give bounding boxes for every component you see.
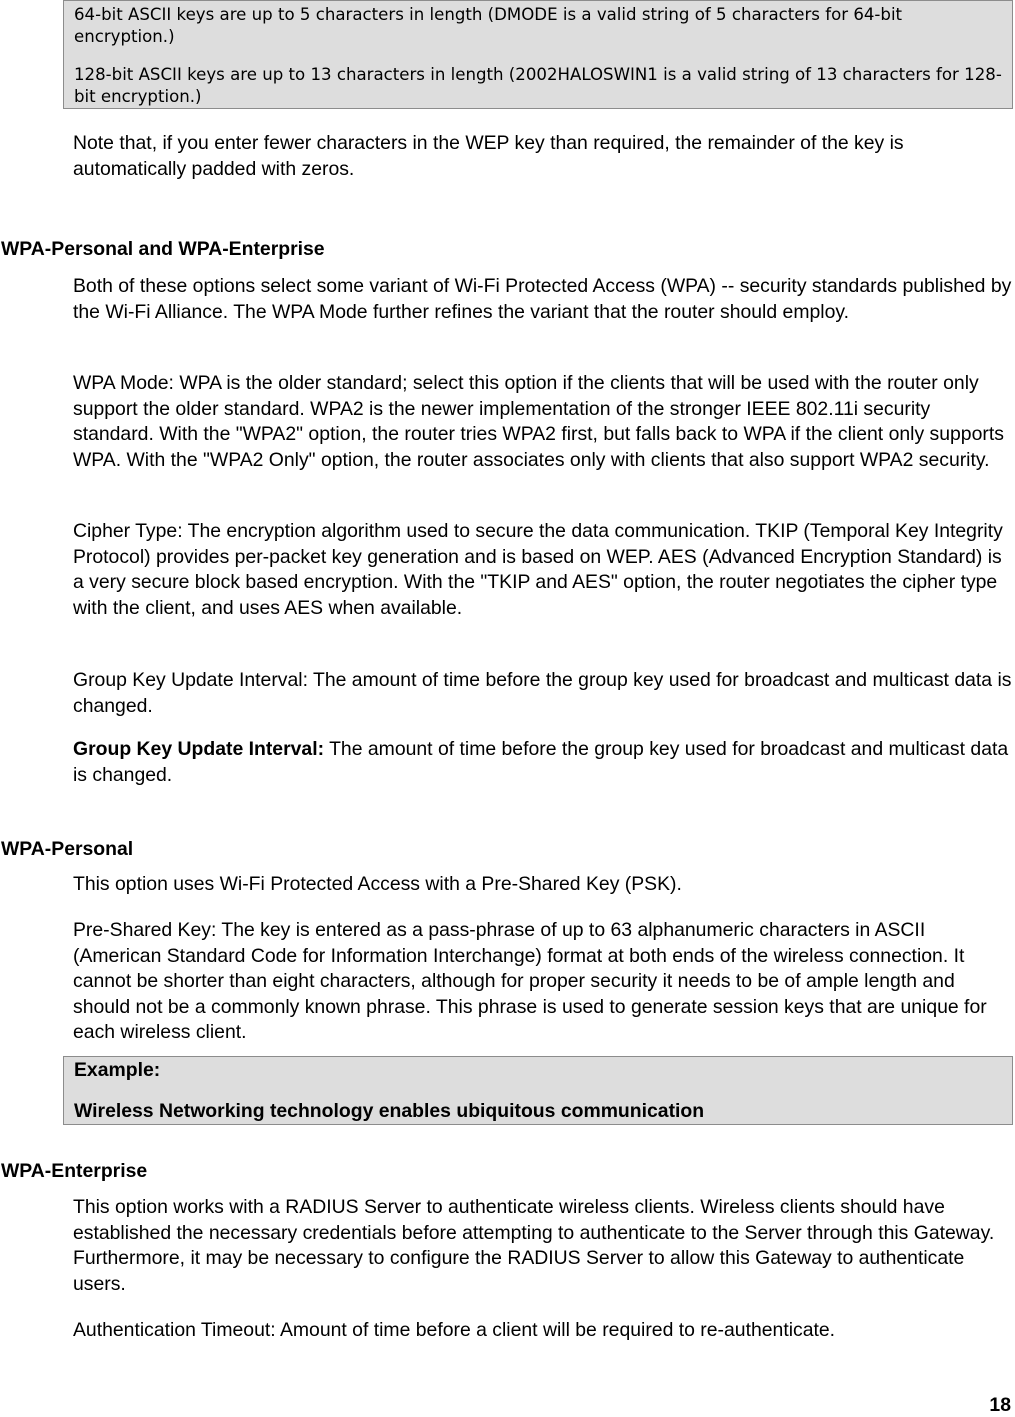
wpa-personal-intro: This option uses Wi-Fi Protected Access with a Pre-Shared Key (PSK). (73, 873, 682, 895)
wpa-enterprise-intro: This option works with a RADIUS Server to authenticate wireless clients. Wireless clients should have established the necessary credentials before attempting to authenticate to the Server through this Gateway. Furthermore, it may be necessary to configure the RADIUS Server to allow this Gateway to authenticate users. (73, 1196, 995, 1295)
psk-paragraph: Pre-Shared Key: The key is entered as a pass-phrase of up to 63 alphanumeric characters in ASCII (American Standard Code for Information Interchange) format at both ends of the wireless connection. It cannot be shorter than eight characters, although for proper security it needs to be of ample length and should not be a commonly known phrase. This phrase is used to generate session keys that are unique for each wireless client. (73, 919, 987, 1043)
cipher-type-paragraph: Cipher Type: The encryption algorithm used to secure the data communication. TKIP (Temporal Key Integrity Protocol) provides per-packet key generation and is based on WEP. AES (Advanced Encryption Standard) is a very secure block based encryption. With the "TKIP and AES" option, the router negotiates the cipher type with the client, and uses AES when available. (73, 520, 1003, 619)
wep-128bit-note: 128-bit ASCII keys are up to 13 characters in length (2002HALOSWIN1 is a valid string of 13 characters for 128-bit encryption.) (74, 65, 1002, 106)
section-heading-wpa: WPA-Personal and WPA-Enterprise (1, 238, 325, 260)
wpa-mode-paragraph: WPA Mode: WPA is the older standard; select this option if the clients that will be used with the router only support the older standard. WPA2 is the newer implementation of the stronger IEEE 802.11i security standard. With the "WPA2" option, the router tries WPA2 first, but falls back to WPA if the client only supports WPA. With the "WPA2 Only" option, the router associates only with clients that also support WPA2 security. (73, 372, 1004, 471)
page-number: 18 (989, 1394, 1011, 1416)
section-heading-wpa-personal: WPA-Personal (1, 838, 134, 860)
example-passphrase: Wireless Networking technology enables ubiquitous communication (74, 1100, 705, 1122)
wep-key-example-box (63, 0, 1013, 109)
group-key-bold-paragraph (73, 737, 1013, 788)
group-key-bold-text: The amount of time before the group key used for broadcast and multicast data is changed. (73, 738, 1009, 786)
wep-64bit-note: 64-bit ASCII keys are up to 5 characters in length (DMODE is a valid string of 5 characters for 64-bit encryption.) (74, 5, 903, 46)
example-label: Example: (74, 1059, 161, 1081)
group-key-bold-label: Group Key Update Interval: (73, 738, 325, 760)
wep-padding-note: Note that, if you enter fewer characters in the WEP key than required, the remainder of the key is automatically padded with zeros. (73, 132, 904, 180)
psk-example-box (63, 1056, 1013, 1125)
wpa-intro-paragraph: Both of these options select some variant of Wi-Fi Protected Access (WPA) -- security standards published by the Wi-Fi Alliance. The WPA Mode further refines the variant that the router should employ. (73, 275, 1012, 323)
section-heading-wpa-enterprise: WPA-Enterprise (1, 1160, 148, 1182)
auth-timeout-paragraph: Authentication Timeout: Amount of time before a client will be required to re-authenticate. (73, 1319, 836, 1341)
group-key-paragraph: Group Key Update Interval: The amount of time before the group key used for broadcast and multicast data is changed. (73, 669, 1012, 717)
